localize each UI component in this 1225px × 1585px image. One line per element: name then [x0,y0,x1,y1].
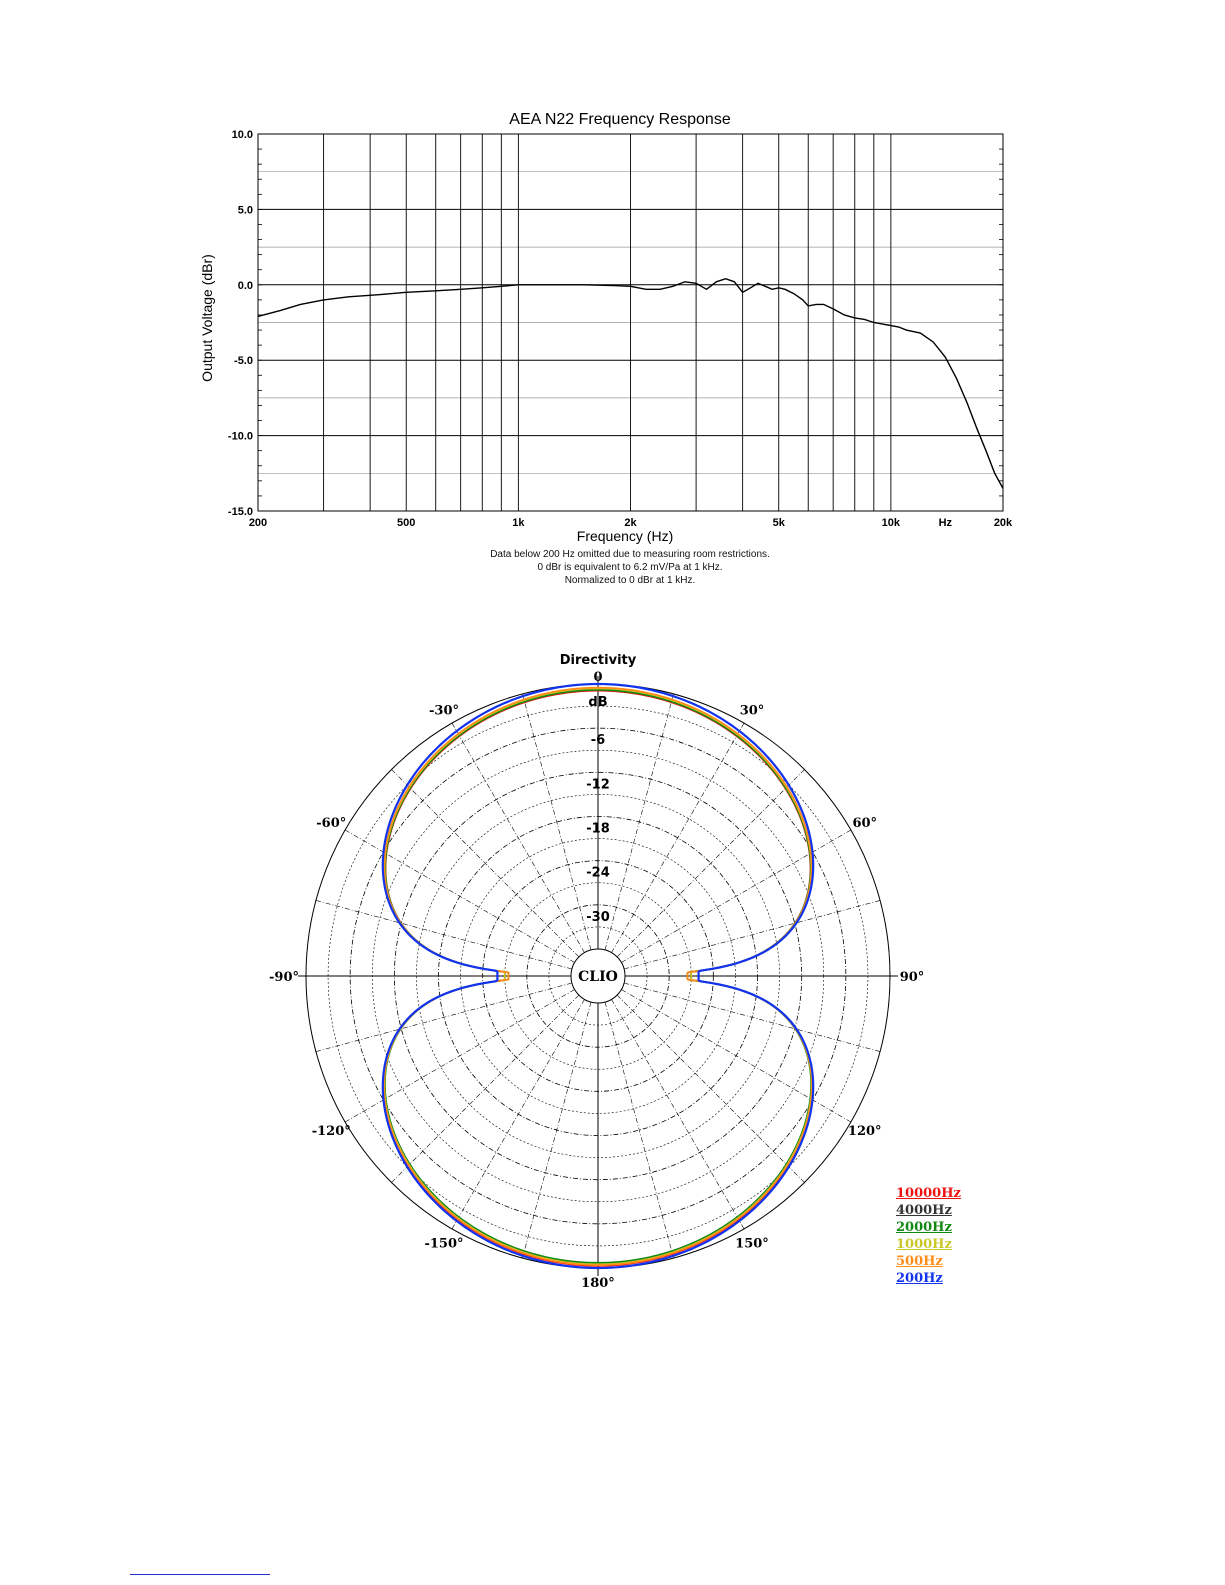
polar-radial-tick-label: -18 [586,821,610,837]
polar-grid-spoke [392,770,579,957]
polar-angle-label: 30° [739,703,765,719]
legend-item-10000hz: 10000Hz [896,1186,961,1201]
polar-angle-label: 0 [593,670,603,685]
legend-item-4000hz: 4000Hz [896,1203,952,1218]
polar-grid-spoke [605,1002,674,1258]
polar-grid-spoke [621,990,850,1123]
polar-angle-label: -120° [311,1124,351,1139]
fr-note-1: Data below 200 Hz omitted due to measuring room restrictions. [490,549,770,560]
fr-x-tick-label: 5k [772,517,785,529]
footer-link-rule [130,1574,270,1575]
polar-chart-title: Directivity [559,653,637,668]
fr-y-tick-label: 0.0 [237,279,253,292]
fr-y-tick-label: 5.0 [237,204,253,217]
polar-radial-tick-label: -12 [586,777,610,793]
polar-angle-label: 60° [852,816,878,831]
legend-item-200hz: 200Hz [896,1271,943,1286]
polar-legend [896,1185,961,1287]
polar-grid-spoke [345,990,574,1123]
fr-y-tick-label: -15.0 [227,506,253,518]
polar-grid-spoke [522,694,591,950]
fr-x-tick-label: Hz [938,517,953,529]
polar-angle-label: -60° [316,816,347,831]
polar-grid-spoke [605,694,674,950]
polar-radial-tick-label: -6 [590,733,606,749]
polar-angle-label: 90° [899,970,925,985]
polar-center-label: CLIO [578,969,618,985]
polar-angle-label: 120° [847,1124,882,1139]
fr-y-tick-label: -10.0 [227,430,253,443]
fr-chart-title: AEA N22 Frequency Response [509,111,731,128]
fr-x-tick-label: 20k [993,517,1013,529]
fr-y-tick-label: 10.0 [231,129,253,141]
polar-angle-label: -30° [429,703,459,719]
polar-grid-spoke [617,770,804,957]
legend-item-500hz: 500Hz [896,1254,943,1269]
fr-x-axis-label: Frequency (Hz) [576,528,674,544]
polar-grid-spoke [452,999,585,1228]
polar-angle-label: -150° [424,1236,464,1252]
polar-grid-spoke [612,723,745,952]
fr-x-tick-label: 200 [248,517,268,529]
polar-angle-label: 180° [581,1276,615,1291]
polar-grid-spoke [452,723,585,952]
polar-grid-spoke [621,830,850,963]
polar-grid-spoke [522,1002,591,1258]
fr-x-tick-label: 10k [881,517,901,529]
fr-x-tick-label: 500 [397,517,416,529]
polar-radial-tick-label: -24 [586,865,610,881]
polar-radial-unit-label: dB [588,695,608,710]
fr-note-3: Normalized to 0 dBr at 1 kHz. [564,575,696,586]
fr-y-tick-label: -5.0 [234,355,253,368]
polar-angle-label: -90° [269,970,299,985]
polar-grid-spoke [345,830,574,963]
fr-y-axis-label: Output Voltage (dBr) [199,254,215,382]
polar-grid-spoke [612,999,745,1228]
polar-grid-spoke [392,995,579,1182]
fr-x-tick-label: 2k [624,517,637,529]
polar-grid-spoke [617,995,804,1182]
polar-angle-label: 150° [735,1236,769,1252]
fr-note-2: 0 dBr is equivalent to 6.2 mV/Pa at 1 kHz. [537,562,723,573]
legend-item-1000hz: 1000Hz [896,1237,952,1252]
polar-radial-tick-label: -30 [586,909,610,925]
legend-item-2000hz: 2000Hz [896,1220,952,1235]
fr-x-tick-label: 1k [512,517,525,529]
